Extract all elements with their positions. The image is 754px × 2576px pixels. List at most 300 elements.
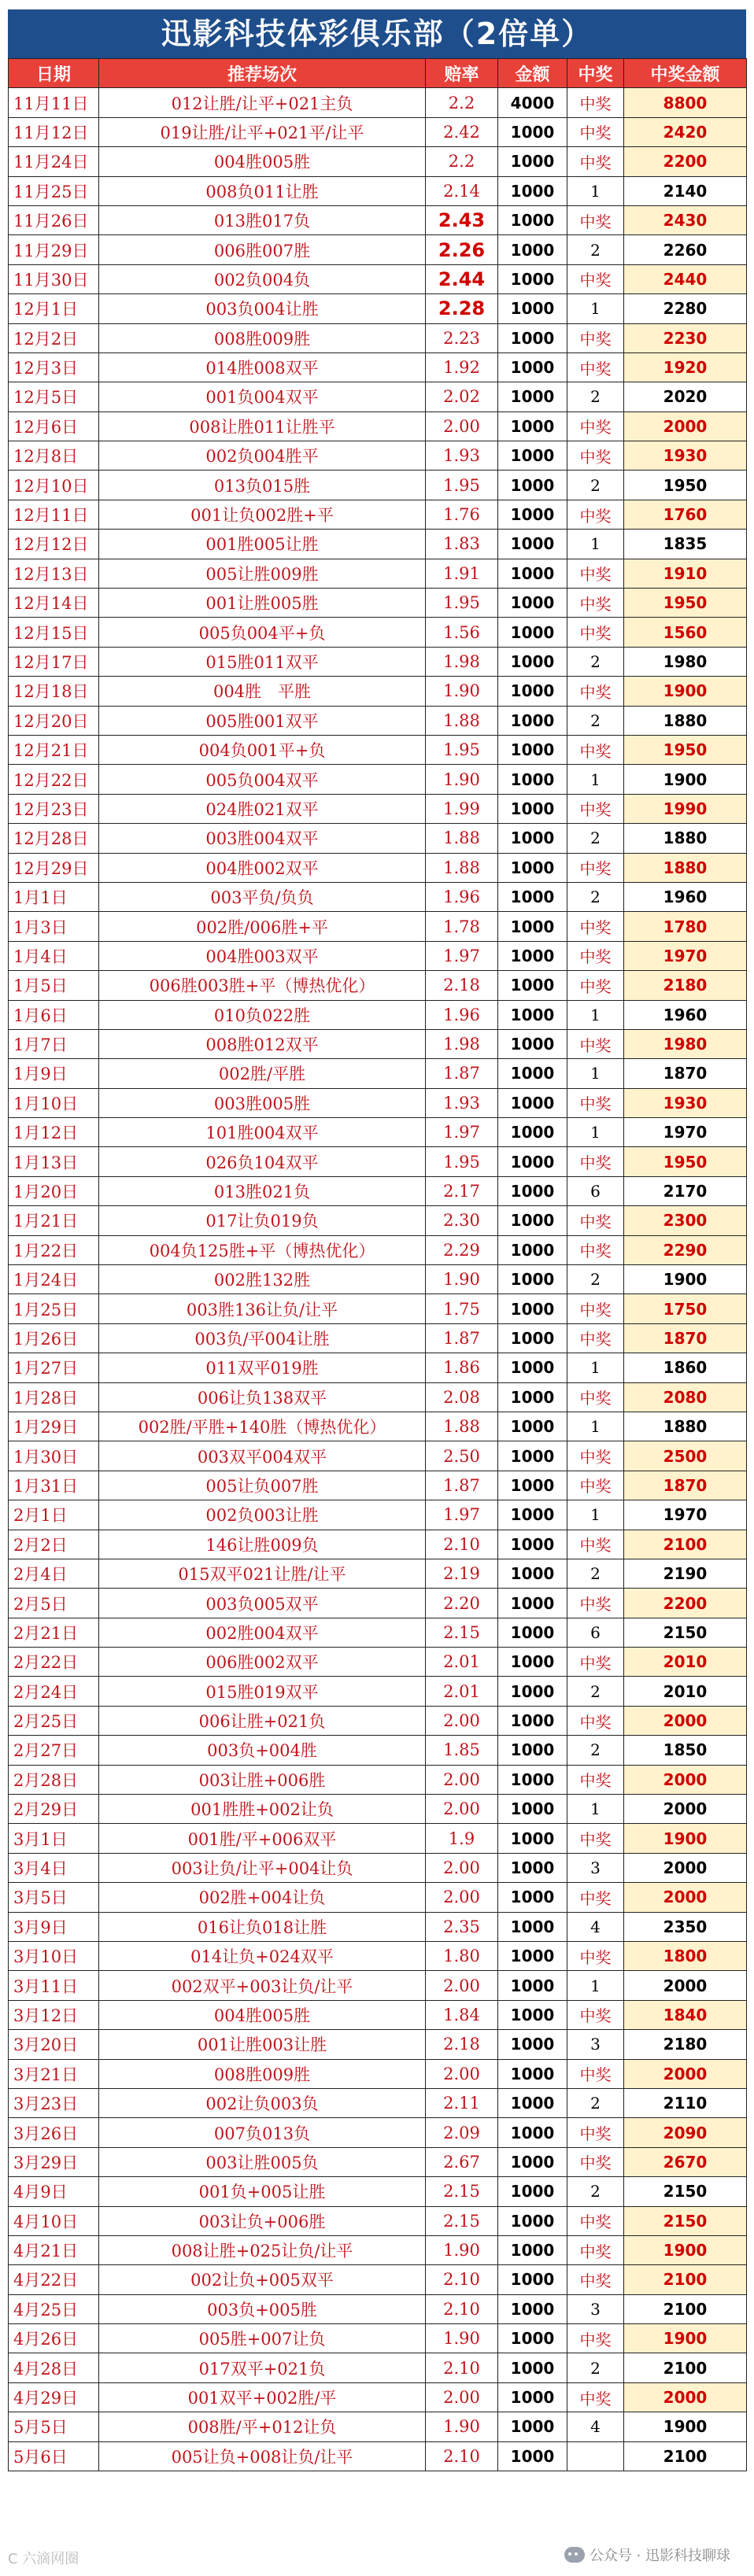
row-odds: 1.97 — [426, 1118, 498, 1147]
row-odds: 1.87 — [426, 1471, 498, 1500]
table-row — [9, 382, 747, 411]
row-prize: 1840 — [624, 2000, 747, 2029]
table-row — [9, 706, 747, 735]
row-amount: 1000 — [498, 117, 567, 146]
row-date: 2月29日 — [9, 1795, 99, 1824]
row-match: 008负011让胜 — [99, 176, 426, 205]
row-match: 005胜+007让负 — [99, 2324, 426, 2353]
row-odds: 1.95 — [426, 589, 498, 618]
row-amount: 1000 — [498, 2412, 567, 2441]
table-row — [9, 323, 747, 352]
row-date: 2月25日 — [9, 1706, 99, 1735]
row-prize: 1860 — [624, 1353, 747, 1382]
row-hit: 中奖 — [567, 853, 624, 882]
row-odds: 1.93 — [426, 441, 498, 471]
header-prize: 中奖金额 — [624, 59, 747, 88]
row-prize: 1960 — [624, 882, 747, 911]
row-odds: 1.97 — [426, 1500, 498, 1530]
row-match: 008胜009胜 — [99, 323, 426, 352]
row-odds: 2.15 — [426, 2206, 498, 2235]
row-odds: 2.15 — [426, 1618, 498, 1647]
table-row — [9, 1323, 747, 1353]
row-date: 12月15日 — [9, 618, 99, 647]
row-prize: 1850 — [624, 1736, 747, 1765]
table-row — [9, 1412, 747, 1441]
table-row — [9, 1206, 747, 1235]
row-prize: 1930 — [624, 441, 747, 471]
row-amount: 1000 — [498, 1118, 567, 1147]
row-hit: 1 — [567, 1059, 624, 1088]
row-prize: 2350 — [624, 1912, 747, 1941]
row-prize: 1980 — [624, 1029, 747, 1058]
row-amount: 1000 — [498, 1441, 567, 1471]
row-date: 11月26日 — [9, 205, 99, 234]
row-amount: 1000 — [498, 1147, 567, 1176]
row-prize: 1900 — [624, 765, 747, 794]
row-amount: 1000 — [498, 294, 567, 323]
row-match: 002胜/平胜 — [99, 1059, 426, 1088]
row-match: 003让胜005负 — [99, 2147, 426, 2176]
row-hit: 中奖 — [567, 441, 624, 471]
table-row — [9, 1648, 747, 1677]
row-prize: 2230 — [624, 323, 747, 352]
row-hit: 中奖 — [567, 941, 624, 970]
row-odds: 1.97 — [426, 941, 498, 970]
row-amount: 1000 — [498, 1323, 567, 1353]
row-odds: 2.08 — [426, 1382, 498, 1412]
row-odds: 1.88 — [426, 853, 498, 882]
row-amount: 1000 — [498, 2206, 567, 2235]
row-match: 008胜/平+012让负 — [99, 2412, 426, 2441]
row-odds: 2.20 — [426, 1589, 498, 1618]
table-row — [9, 264, 747, 293]
row-odds: 2.26 — [426, 235, 498, 264]
row-match: 002让负003负 — [99, 2088, 426, 2117]
row-date: 12月13日 — [9, 559, 99, 588]
row-date: 1月6日 — [9, 1000, 99, 1029]
row-odds: 2.00 — [426, 1706, 498, 1735]
row-date: 3月9日 — [9, 1912, 99, 1941]
row-date: 12月11日 — [9, 500, 99, 529]
row-odds: 2.18 — [426, 2030, 498, 2059]
row-prize: 1900 — [624, 2324, 747, 2353]
row-hit: 1 — [567, 765, 624, 794]
row-date: 4月28日 — [9, 2353, 99, 2382]
row-hit: 1 — [567, 294, 624, 323]
row-match: 005让负007胜 — [99, 1471, 426, 1500]
table-row — [9, 176, 747, 205]
table-row — [9, 589, 747, 618]
row-hit: 2 — [567, 647, 624, 676]
row-odds: 1.98 — [426, 1029, 498, 1058]
table-row — [9, 411, 747, 441]
row-amount: 1000 — [498, 1648, 567, 1677]
row-hit: 中奖 — [567, 1530, 624, 1559]
row-amount: 1000 — [498, 2088, 567, 2117]
row-date: 1月4日 — [9, 941, 99, 970]
row-match: 013负015胜 — [99, 471, 426, 500]
row-date: 1月12日 — [9, 1118, 99, 1147]
row-odds: 2.00 — [426, 1765, 498, 1794]
row-odds: 1.80 — [426, 1942, 498, 1971]
row-odds: 2.15 — [426, 2177, 498, 2206]
table-row — [9, 2324, 747, 2353]
row-date: 2月28日 — [9, 1765, 99, 1794]
row-odds: 2.29 — [426, 1235, 498, 1264]
row-prize: 1900 — [624, 677, 747, 706]
row-amount: 1000 — [498, 677, 567, 706]
table-row — [9, 2412, 747, 2441]
table-row — [9, 2177, 747, 2206]
row-prize: 2260 — [624, 235, 747, 264]
row-match: 003负004让胜 — [99, 294, 426, 323]
row-prize: 2010 — [624, 1677, 747, 1706]
row-amount: 1000 — [498, 882, 567, 911]
row-amount: 1000 — [498, 1589, 567, 1618]
row-date: 1月21日 — [9, 1206, 99, 1235]
row-prize: 2180 — [624, 971, 747, 1000]
row-match: 006让胜+021负 — [99, 1706, 426, 1735]
row-hit: 1 — [567, 530, 624, 559]
row-prize: 2290 — [624, 1235, 747, 1264]
row-date: 11月24日 — [9, 147, 99, 176]
table-row — [9, 2059, 747, 2088]
table-row — [9, 1500, 747, 1530]
row-amount: 1000 — [498, 323, 567, 352]
row-amount: 1000 — [498, 1059, 567, 1088]
row-hit: 中奖 — [567, 559, 624, 588]
row-prize: 1800 — [624, 1942, 747, 1971]
table-row — [9, 1471, 747, 1500]
row-prize: 2100 — [624, 1530, 747, 1559]
row-hit: 3 — [567, 1853, 624, 1882]
row-date: 12月23日 — [9, 794, 99, 823]
row-prize: 2100 — [624, 2441, 747, 2471]
table-row — [9, 1559, 747, 1588]
row-odds: 1.90 — [426, 765, 498, 794]
row-hit: 1 — [567, 1412, 624, 1441]
row-date: 12月1日 — [9, 294, 99, 323]
row-odds: 2.10 — [426, 1530, 498, 1559]
row-match: 003负/平004让胜 — [99, 1323, 426, 1353]
row-date: 1月10日 — [9, 1088, 99, 1117]
row-prize: 1750 — [624, 1294, 747, 1323]
row-match: 003胜005胜 — [99, 1088, 426, 1117]
table-row — [9, 912, 747, 941]
row-match: 006胜002双平 — [99, 1648, 426, 1677]
row-match: 001让负002胜+平 — [99, 500, 426, 529]
row-prize: 1970 — [624, 1118, 747, 1147]
row-match: 013胜017负 — [99, 205, 426, 234]
table-row — [9, 117, 747, 146]
row-amount: 1000 — [498, 1176, 567, 1205]
row-odds: 1.90 — [426, 1265, 498, 1294]
row-hit: 中奖 — [567, 205, 624, 234]
row-prize: 1990 — [624, 794, 747, 823]
row-match: 005让负+008让负/让平 — [99, 2441, 426, 2471]
row-hit: 中奖 — [567, 1765, 624, 1794]
row-match: 001负004双平 — [99, 382, 426, 411]
row-match: 016让负018让胜 — [99, 1912, 426, 1941]
row-amount: 1000 — [498, 411, 567, 441]
row-amount: 1000 — [498, 941, 567, 970]
row-odds: 1.95 — [426, 1147, 498, 1176]
row-date: 1月24日 — [9, 1265, 99, 1294]
row-hit: 1 — [567, 1971, 624, 2000]
row-odds: 2.17 — [426, 1176, 498, 1205]
row-match: 004胜 平胜 — [99, 677, 426, 706]
row-amount: 1000 — [498, 1824, 567, 1853]
row-prize: 1780 — [624, 912, 747, 941]
row-amount: 1000 — [498, 2177, 567, 2206]
row-amount: 1000 — [498, 1382, 567, 1412]
row-prize: 2000 — [624, 1765, 747, 1794]
row-hit: 中奖 — [567, 2235, 624, 2264]
row-prize: 1970 — [624, 1500, 747, 1530]
table-row — [9, 1824, 747, 1853]
row-date: 12月17日 — [9, 647, 99, 676]
row-date: 11月30日 — [9, 264, 99, 293]
row-match: 003让负/让平+004让负 — [99, 1853, 426, 1882]
row-hit: 3 — [567, 2294, 624, 2323]
row-hit: 2 — [567, 1265, 624, 1294]
row-match: 010负022胜 — [99, 1000, 426, 1029]
row-match: 003胜004双平 — [99, 824, 426, 853]
row-prize: 2670 — [624, 2147, 747, 2176]
row-hit: 中奖 — [567, 618, 624, 647]
row-prize: 2420 — [624, 117, 747, 146]
row-odds: 1.95 — [426, 471, 498, 500]
table-row — [9, 647, 747, 676]
row-date: 12月14日 — [9, 589, 99, 618]
row-prize: 2100 — [624, 2265, 747, 2294]
row-match: 002胜/平胜+140胜（博热优化） — [99, 1412, 426, 1441]
row-match: 019让胜/让平+021平/让平 — [99, 117, 426, 146]
row-hit: 1 — [567, 1118, 624, 1147]
row-amount: 1000 — [498, 2000, 567, 2029]
row-date: 1月3日 — [9, 912, 99, 941]
row-prize: 2280 — [624, 294, 747, 323]
lottery-record-sheet — [8, 9, 746, 2471]
table-row — [9, 1912, 747, 1941]
row-hit: 中奖 — [567, 1147, 624, 1176]
row-hit: 中奖 — [567, 912, 624, 941]
row-date: 1月29日 — [9, 1412, 99, 1441]
account-text: 公众号 · 迅影科技聊球 — [589, 2548, 730, 2564]
row-date: 11月25日 — [9, 176, 99, 205]
row-date: 1月31日 — [9, 1471, 99, 1500]
row-prize: 1870 — [624, 1059, 747, 1088]
row-prize: 2180 — [624, 2030, 747, 2059]
row-prize: 1835 — [624, 530, 747, 559]
row-amount: 1000 — [498, 706, 567, 735]
row-date: 4月26日 — [9, 2324, 99, 2353]
row-hit: 2 — [567, 1559, 624, 1588]
row-prize: 2000 — [624, 2382, 747, 2412]
row-hit: 2 — [567, 1736, 624, 1765]
row-prize: 1970 — [624, 941, 747, 970]
table-row — [9, 2206, 747, 2235]
table-row — [9, 88, 747, 117]
row-prize: 1900 — [624, 2412, 747, 2441]
table-row — [9, 2118, 747, 2147]
row-odds: 2.00 — [426, 1883, 498, 1912]
row-prize: 2190 — [624, 1559, 747, 1588]
row-date: 1月28日 — [9, 1382, 99, 1412]
row-odds: 2.10 — [426, 2265, 498, 2294]
watermark: C 六滴网圈 — [8, 2551, 79, 2567]
row-amount: 1000 — [498, 735, 567, 764]
row-odds: 1.87 — [426, 1059, 498, 1088]
table-row — [9, 1147, 747, 1176]
row-hit: 中奖 — [567, 2324, 624, 2353]
row-odds: 1.91 — [426, 559, 498, 588]
row-match: 001胜/平+006双平 — [99, 1824, 426, 1853]
row-odds: 2.02 — [426, 382, 498, 411]
row-amount: 1000 — [498, 1765, 567, 1794]
row-amount: 1000 — [498, 2235, 567, 2264]
row-amount: 1000 — [498, 1942, 567, 1971]
row-odds: 1.86 — [426, 1353, 498, 1382]
row-amount: 1000 — [498, 1029, 567, 1058]
row-amount: 1000 — [498, 1618, 567, 1647]
row-amount: 1000 — [498, 765, 567, 794]
row-odds: 2.00 — [426, 411, 498, 441]
row-prize: 1560 — [624, 618, 747, 647]
row-hit: 中奖 — [567, 1088, 624, 1117]
row-amount: 1000 — [498, 1677, 567, 1706]
row-match: 008让胜+025让负/让平 — [99, 2235, 426, 2264]
table-row — [9, 1795, 747, 1824]
row-prize: 2100 — [624, 2294, 747, 2323]
record-table — [8, 58, 747, 2471]
row-match: 005让胜009胜 — [99, 559, 426, 588]
row-match: 006胜003胜+平（博热优化） — [99, 971, 426, 1000]
row-match: 013胜021负 — [99, 1176, 426, 1205]
table-row — [9, 677, 747, 706]
row-match: 004胜005胜 — [99, 2000, 426, 2029]
table-row — [9, 1971, 747, 2000]
row-odds: 2.35 — [426, 1912, 498, 1941]
row-prize: 1950 — [624, 1147, 747, 1176]
row-date: 3月11日 — [9, 1971, 99, 2000]
row-match: 004胜002双平 — [99, 853, 426, 882]
row-odds: 1.88 — [426, 1412, 498, 1441]
table-row — [9, 147, 747, 176]
row-amount: 1000 — [498, 2353, 567, 2382]
table-row — [9, 294, 747, 323]
row-amount: 1000 — [498, 352, 567, 382]
row-match: 001胜胜+002让负 — [99, 1795, 426, 1824]
row-odds: 2.18 — [426, 971, 498, 1000]
row-match: 011双平019胜 — [99, 1353, 426, 1382]
row-prize: 1900 — [624, 1824, 747, 1853]
row-odds: 2.2 — [426, 88, 498, 117]
row-amount: 1000 — [498, 2441, 567, 2471]
row-prize: 2200 — [624, 147, 747, 176]
row-date: 1月9日 — [9, 1059, 99, 1088]
row-amount: 1000 — [498, 1500, 567, 1530]
row-amount: 1000 — [498, 530, 567, 559]
row-prize: 1760 — [624, 500, 747, 529]
row-odds: 2.23 — [426, 323, 498, 352]
row-date: 12月6日 — [9, 411, 99, 441]
row-match: 017双平+021负 — [99, 2353, 426, 2382]
row-hit: 中奖 — [567, 735, 624, 764]
row-date: 12月8日 — [9, 441, 99, 471]
row-hit: 2 — [567, 2177, 624, 2206]
row-prize: 2150 — [624, 1618, 747, 1647]
row-match: 014让负+024双平 — [99, 1942, 426, 1971]
row-date: 2月21日 — [9, 1618, 99, 1647]
row-date: 3月10日 — [9, 1942, 99, 1971]
header-row — [9, 59, 747, 88]
row-amount: 1000 — [498, 1294, 567, 1323]
table-row — [9, 1736, 747, 1765]
table-row — [9, 1059, 747, 1088]
row-date: 11月11日 — [9, 88, 99, 117]
row-match: 002负004负 — [99, 264, 426, 293]
row-match: 024胜021双平 — [99, 794, 426, 823]
row-match: 001让胜003让胜 — [99, 2030, 426, 2059]
row-amount: 1000 — [498, 1736, 567, 1765]
row-match: 001让胜005胜 — [99, 589, 426, 618]
row-hit: 中奖 — [567, 1206, 624, 1235]
row-hit: 1 — [567, 1500, 624, 1530]
row-hit: 4 — [567, 1912, 624, 1941]
row-match: 003让负+006胜 — [99, 2206, 426, 2235]
row-prize: 2140 — [624, 176, 747, 205]
row-prize: 2090 — [624, 2118, 747, 2147]
row-hit: 中奖 — [567, 411, 624, 441]
row-prize: 2000 — [624, 1706, 747, 1735]
row-hit: 中奖 — [567, 2118, 624, 2147]
header-odds: 赔率 — [426, 59, 498, 88]
row-date: 3月12日 — [9, 2000, 99, 2029]
row-date: 12月18日 — [9, 677, 99, 706]
row-match: 002负003让胜 — [99, 1500, 426, 1530]
row-odds: 2.2 — [426, 147, 498, 176]
table-row — [9, 765, 747, 794]
row-date: 4月9日 — [9, 2177, 99, 2206]
row-prize: 1900 — [624, 2235, 747, 2264]
row-amount: 1000 — [498, 1265, 567, 1294]
row-odds: 1.96 — [426, 1000, 498, 1029]
table-row — [9, 971, 747, 1000]
table-row — [9, 2294, 747, 2323]
row-hit: 2 — [567, 2088, 624, 2117]
table-row — [9, 2265, 747, 2294]
table-row — [9, 1441, 747, 1471]
row-odds: 2.44 — [426, 264, 498, 293]
row-amount: 1000 — [498, 2030, 567, 2059]
row-match: 006胜007胜 — [99, 235, 426, 264]
row-date: 4月22日 — [9, 2265, 99, 2294]
row-amount: 1000 — [498, 382, 567, 411]
row-odds: 2.30 — [426, 1206, 498, 1235]
row-hit: 中奖 — [567, 117, 624, 146]
row-hit: 中奖 — [567, 1323, 624, 1353]
row-amount: 1000 — [498, 1559, 567, 1588]
row-match: 014胜008双平 — [99, 352, 426, 382]
row-amount: 1000 — [498, 2382, 567, 2412]
row-hit: 1 — [567, 176, 624, 205]
row-hit: 中奖 — [567, 589, 624, 618]
row-prize: 2000 — [624, 1883, 747, 1912]
row-hit: 中奖 — [567, 500, 624, 529]
row-date: 1月1日 — [9, 882, 99, 911]
row-hit: 中奖 — [567, 2382, 624, 2412]
